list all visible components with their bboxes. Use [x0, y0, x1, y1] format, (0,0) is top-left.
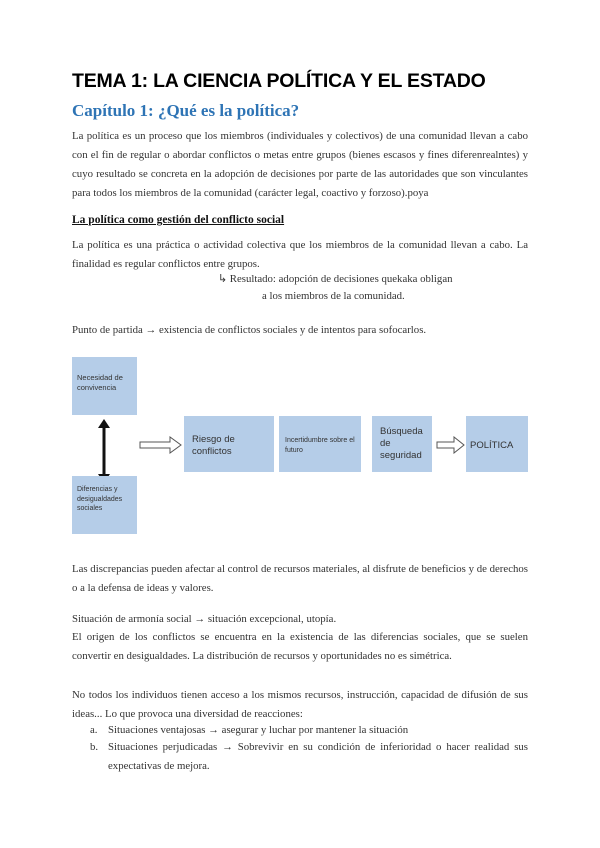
box-conflict-risk: Riesgo de conflictos: [184, 416, 274, 472]
list-item-text: Situaciones ventajosas → asegurar y luchar por mantener la situación: [108, 724, 409, 736]
arrow-right-icon: [139, 436, 183, 454]
list-item: [90, 738, 528, 776]
origin-paragraph: El origen de los conflictos se encuentra en la existencia de las diferencias sociales, que se suelen convertir en desigualdades. La distribución de recursos y oportunidades no es simétrica.: [72, 631, 528, 662]
reactions-paragraph: No todos los individuos tienen acceso a los mismos recursos, instrucción, capacidad de difusión de sus ideas... Lo que provoca una diversidad de reacciones:: [72, 689, 528, 720]
box-uncertainty: Incertidumbre sobre el futuro: [279, 416, 361, 472]
double-arrow-icon: [92, 418, 116, 484]
result-line-2: a los miembros de la comunidad.: [262, 290, 405, 302]
list-marker: a.: [90, 724, 98, 736]
list-item-text: Situaciones perjudicadas → Sobrevivir en su condición de inferioridad o hacer realidad sus expectativas de mejora.: [108, 741, 528, 772]
box-need-coexistence: Necesidad de convivencia: [72, 357, 137, 415]
conflict-diagram: [0, 350, 600, 535]
box-social-differences: Diferencias y desigualdades sociales: [72, 476, 137, 534]
harmony-line: Situación de armonía social → situación excepcional, utopía.: [72, 613, 337, 625]
page-title: TEMA 1: LA CIENCIA POLÍTICA Y EL ESTADO: [72, 70, 486, 92]
result-line-1: ↳ Resultado: adopción de decisiones quekaka obligan: [218, 273, 453, 285]
list-marker: b.: [90, 741, 99, 753]
chapter-heading: Capítulo 1: ¿Qué es la política?: [72, 101, 300, 120]
starting-point: Punto de partida → existencia de conflictos sociales y de intentos para sofocarlos.: [72, 324, 427, 336]
arrow-right-icon: [436, 436, 466, 454]
section-paragraph: La política es una práctica o actividad colectiva que los miembros de la comunidad llevan a cabo. La finalidad es regular conflictos entre grupos.: [72, 239, 528, 270]
discrepancies-paragraph: Las discrepancias pueden afectar al control de recursos materiales, al disfrute de beneficios y de derechos o a la defensa de ideas y valores.: [72, 563, 528, 594]
section-heading: La política como gestión del conflicto social: [72, 214, 285, 226]
box-politics: POLÍTICA: [466, 416, 528, 472]
intro-paragraph: La política es un proceso que los miembros (individuales y colectivos) de una comunidad llevan a cabo con el fin de regular o abordar conflictos o metas entre grupos (bienes escasos y fines diferenrealntes) y cuyo resultado se concreta en la adopción de decisiones por parte de las autoridades que son vinculantes para todos los miembros de la comunidad (carácter legal, coactivo y forzoso).poya: [72, 130, 528, 199]
box-security-search: Búsqueda de seguridad: [372, 416, 432, 472]
